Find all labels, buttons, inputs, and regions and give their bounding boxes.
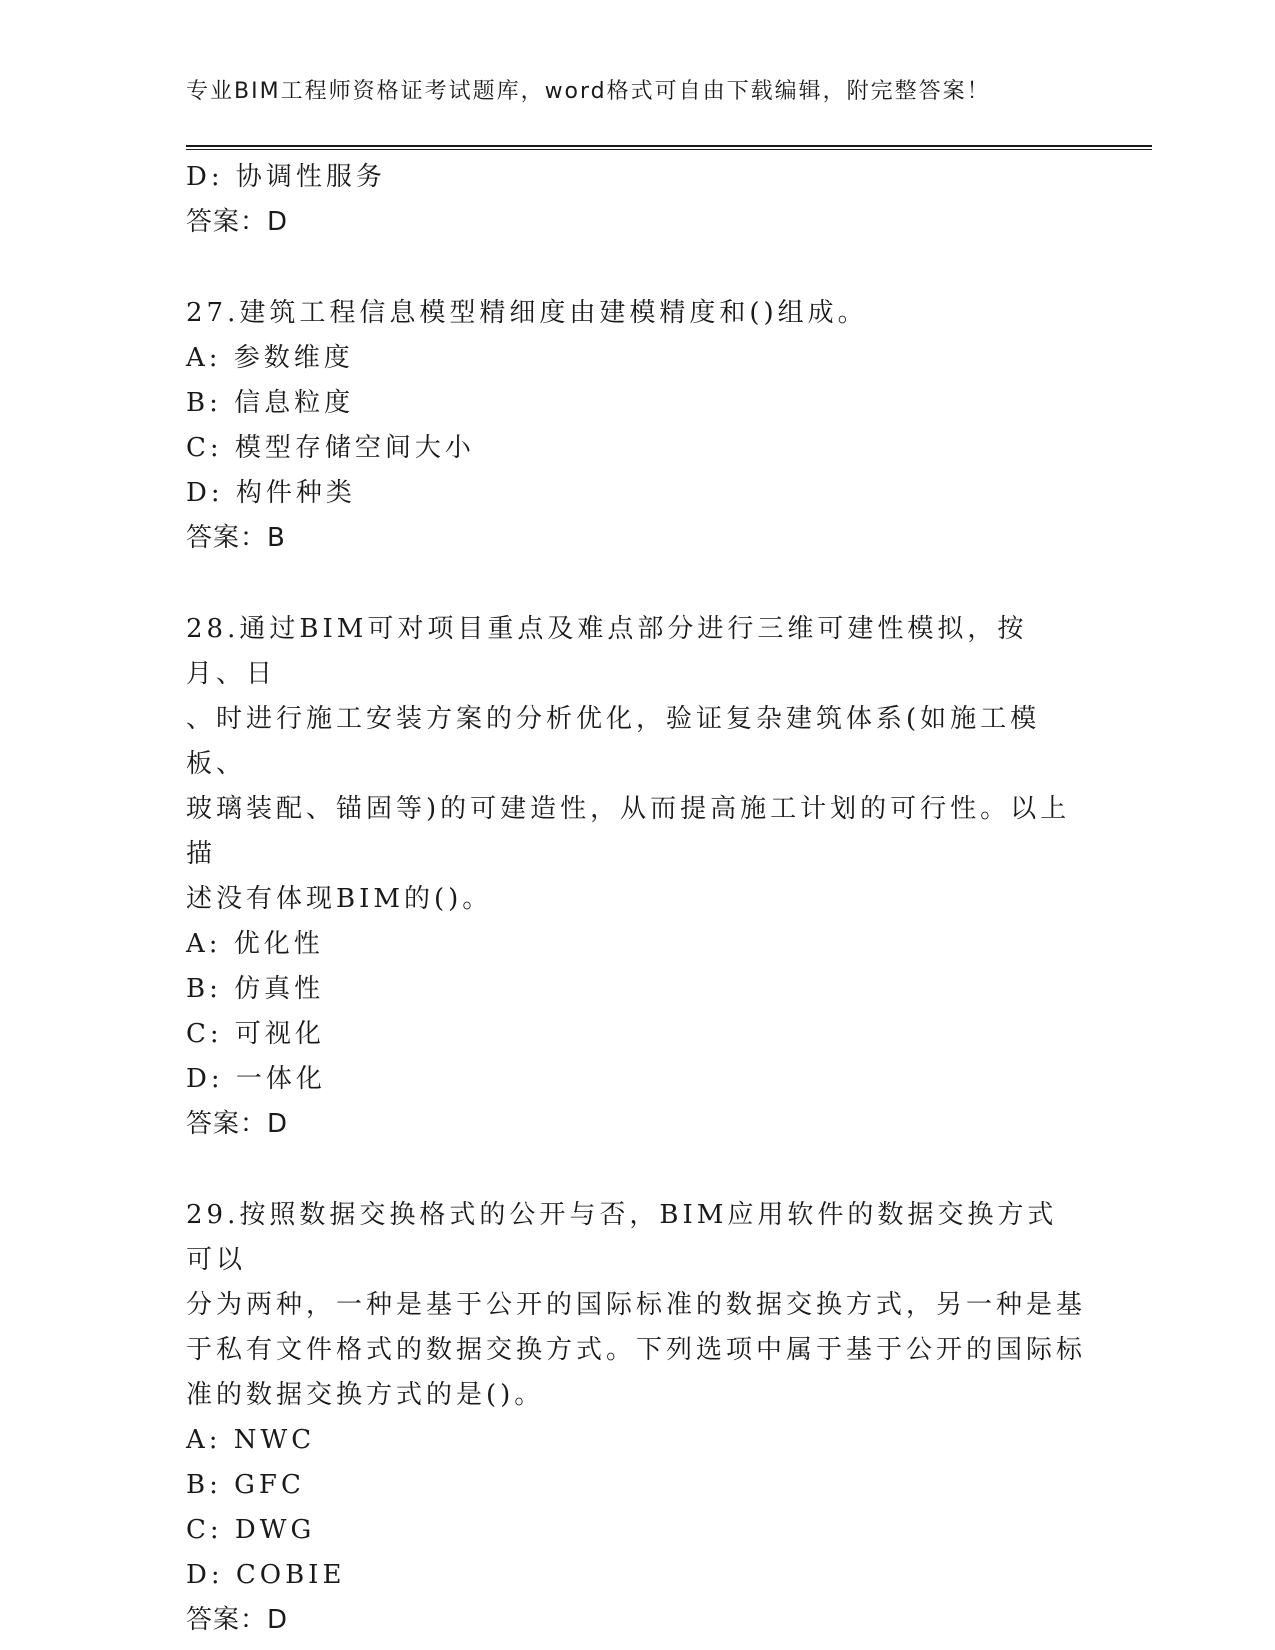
option-b: B: 仿真性 [186,974,325,1004]
option-c: C: DWG [186,1515,316,1545]
answer-line: 答案：D [186,207,289,237]
option-b: B: GFC [186,1470,305,1500]
document-body [186,155,1086,1643]
option-b: B: 信息粒度 [186,388,355,418]
question-text: 27.建筑工程信息模型精细度由建模精度和()组成。 [186,298,868,328]
answer-line: 答案：D [186,1605,289,1635]
option-d: D: 构件种类 [186,478,356,508]
question-text-line-1: 28.通过BIM可对项目重点及难点部分进行三维可建性模拟，按月、日 [186,614,1028,689]
option-c: C: 可视化 [186,1019,325,1049]
option-a: A: 参数维度 [186,343,354,373]
option-d: D: 协调性服务 [186,162,386,192]
question-text-line-2: 、时进行施工安装方案的分析优化，验证复杂建筑体系(如施工模板、 [186,704,1041,779]
option-d: D: 一体化 [186,1064,326,1094]
question-text-line-3: 玻璃装配、锚固等)的可建造性，从而提高施工计划的可行性。以上描 [186,794,1071,869]
option-a: A: 优化性 [186,929,324,959]
question-text-line-3: 于私有文件格式的数据交换方式。下列选项中属于基于公开的国际标 [186,1335,1087,1365]
question-block-27 [186,291,1086,561]
option-c: C: 模型存储空间大小 [186,433,475,463]
question-text-line-4: 述没有体现BIM的()。 [186,884,493,914]
question-block-26-tail [186,155,1086,245]
answer-line: 答案：B [186,523,286,553]
page-header: 专业BIM工程师资格证考试题库，word格式可自由下载编辑，附完整答案！ [186,79,991,104]
header-divider [186,145,1152,150]
question-text-line-1: 29.按照数据交换格式的公开与否，BIM应用软件的数据交换方式可以 [186,1200,1058,1275]
question-text-line-2: 分为两种，一种是基于公开的国际标准的数据交换方式，另一种是基 [186,1290,1087,1320]
option-a: A: NWC [186,1425,316,1455]
answer-line: 答案：D [186,1109,289,1139]
option-d: D: COBIE [186,1560,346,1590]
question-block-28 [186,607,1086,1147]
question-text-line-4: 准的数据交换方式的是()。 [186,1380,545,1410]
question-block-29 [186,1193,1086,1643]
